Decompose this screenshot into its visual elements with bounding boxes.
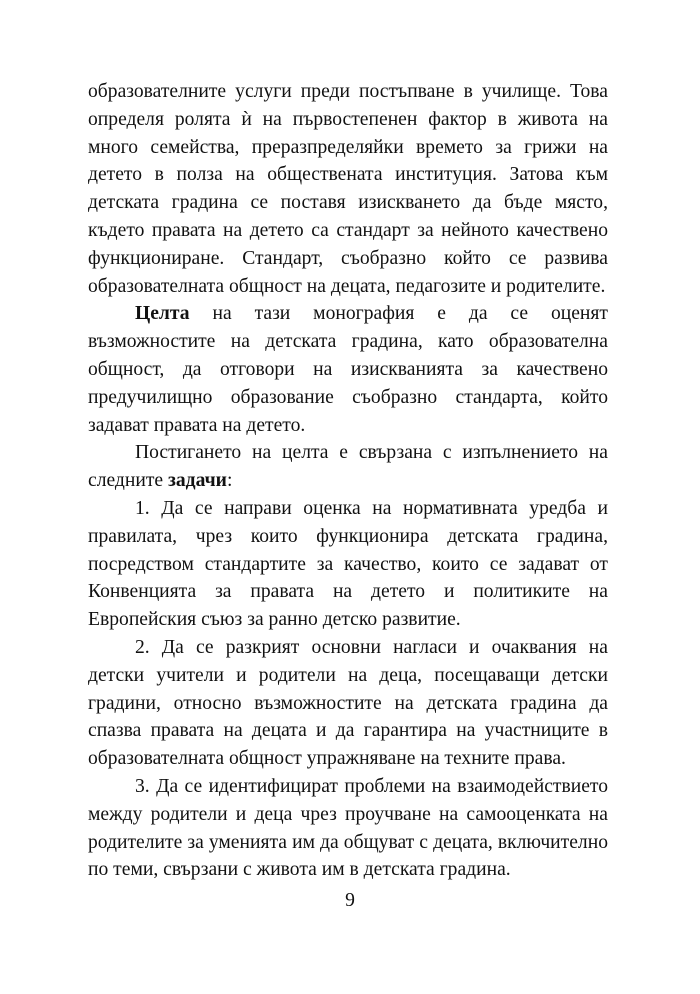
page-body bbox=[88, 78, 608, 884]
tasks-intro-text: Постигането на целта е свързана с изпълнението на следните bbox=[88, 442, 608, 492]
task-item-1: 1. Да се направи оценка на нормативната уредба и правилата, чрез които функционира детската градина, посредством стандартите за качество, които се задават от Конвенцията за правата на детето и политиките на Европейския съюз за ранно детско развитие. bbox=[88, 497, 608, 631]
task-item-2: 2. Да се разкрият основни нагласи и очаквания на детски учители и родители на деца, посещаващи детски градини, относно възможностите на детската градина да спазва правата на децата и да гарантира на участниците в образователната общност упражняване на техните права. bbox=[88, 636, 608, 770]
tasks-colon: : bbox=[226, 470, 233, 492]
paragraph-goal bbox=[88, 300, 608, 439]
task-item-3: 3. Да се идентифицират проблеми на взаимодействието между родители и деца чрез проучване на самооценката на родителите за уменията им да общуват с децата, включително по теми, свързани с живота им в детската градина. bbox=[88, 775, 608, 881]
tasks-label: задачи bbox=[168, 470, 227, 492]
paragraph-tasks-intro bbox=[88, 439, 608, 495]
goal-text: на тази монография е да се оценят възможностите на детската градина, като образователна общност, да отговори на изискванията за качествено предучилищно образование съобразно стандарта, който задават правата на детето. bbox=[88, 303, 608, 436]
goal-label: Целта bbox=[135, 303, 190, 325]
page-number: 9 bbox=[345, 890, 355, 911]
paragraph-intro: образователните услуги преди постъпване в училище. Това определя ролята ѝ на първостепенен фактор в живота на много семейства, преразпределяйки времето за грижи на детето в полза на обществената институция. Затова към детската градина се поставя изискването да бъде място, където правата на детето са стандарт за нейното качествено функциониране. Стандарт, съобразно който се развива образователната общност на децата, педагозите и родителите. bbox=[88, 81, 608, 297]
